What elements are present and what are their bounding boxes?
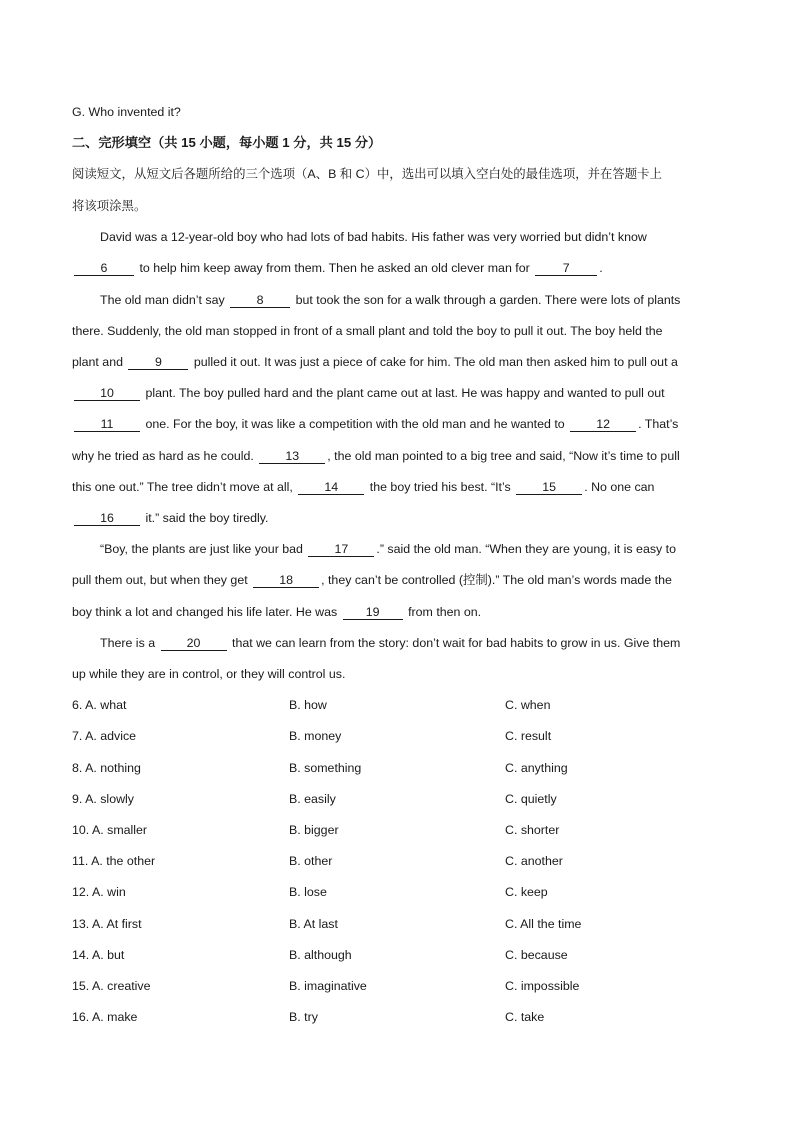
- option-13a: 13. A. At first: [72, 917, 142, 931]
- instructions-line-1: 阅读短文，从短文后各题所给的三个选项（A、B 和 C）中，选出可以填入空白处的最佳选项，并在答题卡上: [72, 167, 662, 181]
- passage-text: pull them out, but when they get: [72, 573, 248, 587]
- passage-line-11: [100, 541, 724, 557]
- option-11a: 11. A. the other: [72, 854, 156, 868]
- passage-line-14: [100, 635, 724, 651]
- passage-text: from then on.: [408, 605, 482, 619]
- option-9b: B. easily: [289, 792, 336, 806]
- blank-16: 16: [74, 511, 140, 526]
- option-13c: C. All the time: [505, 917, 582, 931]
- option-11b: B. other: [289, 854, 333, 868]
- blank-19: 19: [343, 605, 403, 620]
- passage-text: The old man didn’t say: [100, 293, 225, 307]
- passage-line-15: up while they are in control, or they will control us.: [72, 667, 346, 681]
- passage-line-7: [72, 416, 724, 432]
- passage-text: to help him keep away from them. Then he asked an old clever man for: [139, 261, 530, 275]
- blank-6: 6: [74, 261, 134, 276]
- passage-line-12: [72, 572, 724, 588]
- option-12c: C. keep: [505, 885, 548, 899]
- option-15a: 15. A. creative: [72, 979, 151, 993]
- option-6c: C. when: [505, 698, 551, 712]
- option-14c: C. because: [505, 948, 568, 962]
- blank-18: 18: [253, 573, 319, 588]
- passage-text: it.” said the boy tiredly.: [145, 511, 269, 525]
- option-7c: C. result: [505, 729, 552, 743]
- passage-text: boy think a lot and changed his life later. He was: [72, 605, 338, 619]
- passage-line-2: [72, 260, 724, 276]
- passage-text: why he tried as hard as he could.: [72, 449, 254, 463]
- passage-line-1: David was a 12-year-old boy who had lots of bad habits. His father was very worried but didn’t know: [100, 230, 647, 244]
- passage-text: that we can learn from the story: don’t wait for bad habits to grow in us. Give them: [232, 636, 681, 650]
- blank-14: 14: [298, 480, 364, 495]
- blank-12: 12: [570, 417, 636, 432]
- passage-line-10: [72, 510, 724, 526]
- passage-text: .” said the old man. “When they are young, it is easy to: [376, 542, 676, 556]
- blank-20: 20: [161, 636, 227, 651]
- option-9c: C. quietly: [505, 792, 557, 806]
- option-6a: 6. A. what: [72, 698, 127, 712]
- option-16c: C. take: [505, 1010, 545, 1024]
- blank-10: 10: [74, 386, 140, 401]
- blank-15: 15: [516, 480, 582, 495]
- passage-text: one. For the boy, it was like a competition with the old man and he wanted to: [145, 417, 565, 431]
- passage-line-6: [72, 385, 724, 401]
- passage-text: plant and: [72, 355, 123, 369]
- option-15b: B. imaginative: [289, 979, 367, 993]
- passage-text: plant. The boy pulled hard and the plant came out at last. He was happy and wanted to pull out: [145, 386, 665, 400]
- passage-text: “Boy, the plants are just like your bad: [100, 542, 303, 556]
- option-16a: 16. A. make: [72, 1010, 138, 1024]
- passage-line-13: [72, 604, 724, 620]
- option-g: G. Who invented it?: [72, 105, 181, 119]
- blank-13: 13: [259, 449, 325, 464]
- option-9a: 9. A. slowly: [72, 792, 134, 806]
- blank-7: 7: [535, 261, 597, 276]
- option-8b: B. something: [289, 761, 362, 775]
- blank-11: 11: [74, 417, 140, 432]
- passage-text: . That’s: [638, 417, 679, 431]
- passage-text: , the old man pointed to a big tree and said, “Now it’s time to pull: [327, 449, 680, 463]
- option-12a: 12. A. win: [72, 885, 126, 899]
- option-11c: C. another: [505, 854, 563, 868]
- option-8c: C. anything: [505, 761, 568, 775]
- blank-17: 17: [308, 542, 374, 557]
- blank-8: 8: [230, 293, 290, 308]
- passage-text: the boy tried his best. “It’s: [369, 480, 511, 494]
- option-16b: B. try: [289, 1010, 318, 1024]
- option-14b: B. although: [289, 948, 352, 962]
- passage-line-4: there. Suddenly, the old man stopped in front of a small plant and told the boy to pull it out. The boy held the: [72, 324, 663, 338]
- option-8a: 8. A. nothing: [72, 761, 141, 775]
- passage-line-5: [72, 354, 724, 370]
- passage-line-9: [72, 479, 724, 495]
- passage-text: this one out.” The tree didn’t move at all,: [72, 480, 293, 494]
- passage-text: pulled it out. It was just a piece of cake for him. The old man then asked him to pull out a: [193, 355, 678, 369]
- passage-text: but took the son for a walk through a garden. There were lots of plants: [295, 293, 681, 307]
- option-14a: 14. A. but: [72, 948, 125, 962]
- option-7b: B. money: [289, 729, 342, 743]
- option-10a: 10. A. smaller: [72, 823, 148, 837]
- passage-text: . No one can: [584, 480, 655, 494]
- option-10b: B. bigger: [289, 823, 339, 837]
- passage-line-3: [100, 292, 724, 308]
- passage-text: There is a: [100, 636, 156, 650]
- option-13b: B. At last: [289, 917, 338, 931]
- blank-9: 9: [128, 355, 188, 370]
- option-10c: C. shorter: [505, 823, 560, 837]
- section-heading: 二、完形填空（共 15 小题，每小题 1 分，共 15 分）: [72, 135, 382, 150]
- instructions-line-2: 将该项涂黑。: [72, 199, 147, 213]
- passage-line-8: [72, 448, 724, 464]
- passage-text: , they can’t be controlled (控制).” The old man’s words made the: [321, 573, 672, 587]
- option-15c: C. impossible: [505, 979, 580, 993]
- option-7a: 7. A. advice: [72, 729, 137, 743]
- option-6b: B. how: [289, 698, 327, 712]
- option-12b: B. lose: [289, 885, 327, 899]
- passage-text: .: [599, 261, 603, 275]
